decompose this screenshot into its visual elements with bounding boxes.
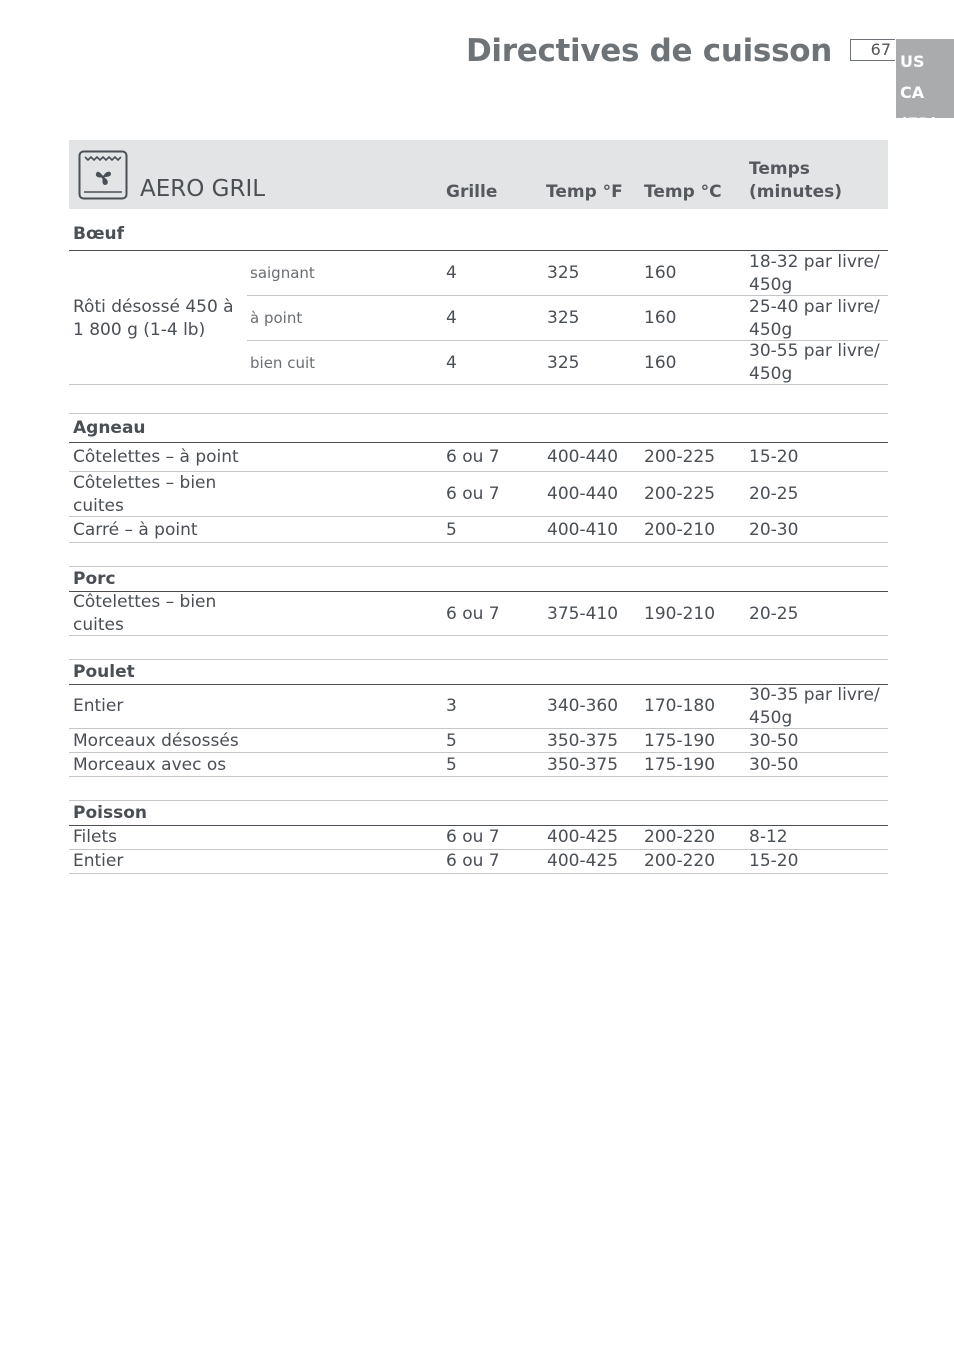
table-header [69, 140, 888, 209]
column-header-temps-line1: Temps [749, 159, 810, 179]
divider [69, 566, 888, 567]
temps-cell: 20-25 [749, 604, 799, 624]
item-cell: Carré – à point [73, 520, 198, 540]
divider [69, 635, 888, 636]
temp-c-cell: 200-220 [644, 827, 716, 847]
temps-cell: 20-30 [749, 520, 799, 540]
section-title-porc: Porc [73, 569, 116, 589]
grille-cell: 6 ou 7 [446, 827, 500, 847]
temps-cell [749, 251, 880, 296]
temp-f-cell: 325 [547, 263, 580, 283]
temps-line1: 18-32 par livre/ [749, 252, 880, 272]
divider [69, 776, 888, 777]
boeuf-item-line1: Rôti désossé 450 à [73, 297, 234, 317]
temps-cell [749, 340, 880, 385]
temps-cell: 15-20 [749, 447, 799, 467]
temp-f-cell: 400-440 [547, 484, 619, 504]
temp-c-cell: 200-210 [644, 520, 716, 540]
temp-c-cell: 160 [644, 263, 677, 283]
grille-cell: 4 [446, 263, 457, 283]
page-title: Directives de cuisson [465, 33, 832, 69]
doneness-cell: saignant [250, 264, 315, 282]
temps-cell: 30-50 [749, 731, 799, 751]
divider [69, 542, 888, 543]
temp-f-cell: 400-425 [547, 851, 619, 871]
region-tab [896, 39, 954, 133]
temps-cell: 8-12 [749, 827, 788, 847]
temp-f-cell: 325 [547, 353, 580, 373]
temp-c-cell: 200-225 [644, 484, 716, 504]
divider [69, 442, 888, 443]
temp-f-cell: 325 [547, 308, 580, 328]
item-cell: Morceaux désossés [73, 731, 239, 751]
language-label: (FR) [900, 114, 938, 133]
temp-c-cell: 175-190 [644, 755, 716, 775]
temps-line2: 450g [749, 319, 793, 340]
temp-c-cell: 200-225 [644, 447, 716, 467]
column-header-temp-c: Temp °C [644, 182, 722, 202]
column-header-temp-f: Temp °F [546, 182, 623, 202]
divider [69, 873, 888, 874]
grille-cell: 3 [446, 696, 457, 716]
grille-cell: 6 ou 7 [446, 604, 500, 624]
grille-cell: 5 [446, 520, 457, 540]
fan-grill-icon [78, 150, 128, 200]
temp-f-cell: 350-375 [547, 755, 619, 775]
temps-cell: 20-25 [749, 484, 799, 504]
page-number: 67 [850, 39, 895, 61]
temp-c-cell: 200-220 [644, 851, 716, 871]
item-line1: Côtelettes – bien [73, 473, 217, 493]
section-title-agneau: Agneau [73, 418, 146, 438]
grille-cell: 4 [446, 353, 457, 373]
grille-cell: 6 ou 7 [446, 447, 500, 467]
temp-c-cell: 190-210 [644, 604, 716, 624]
temp-c-cell: 175-190 [644, 731, 716, 751]
temps-line1: 30-35 par livre/ [749, 685, 880, 705]
section-title-poulet: Poulet [73, 662, 135, 682]
temps-cell: 30-50 [749, 755, 799, 775]
divider [69, 800, 888, 801]
divider [69, 413, 888, 414]
grille-cell: 5 [446, 755, 457, 775]
boeuf-item [73, 296, 234, 341]
temp-f-cell: 375-410 [547, 604, 619, 624]
temp-f-cell: 400-410 [547, 520, 619, 540]
item-line1: Côtelettes – bien [73, 592, 217, 612]
item-cell: Filets [73, 827, 117, 847]
column-header-temps-line2: (minutes) [749, 182, 843, 202]
grille-cell: 6 ou 7 [446, 484, 500, 504]
doneness-cell: bien cuit [250, 354, 315, 372]
temps-line1: 30-55 par livre/ [749, 341, 880, 361]
item-cell: Côtelettes – à point [73, 447, 239, 467]
divider [69, 516, 888, 517]
temps-line2: 450g [749, 274, 793, 295]
item-cell: Morceaux avec os [73, 755, 227, 775]
item-cell: Entier [73, 851, 124, 871]
temps-line2: 450g [749, 363, 793, 384]
divider [69, 659, 888, 660]
item-cell: Entier [73, 696, 124, 716]
section-title-boeuf: Bœuf [73, 224, 125, 244]
mode-name: AERO GRIL [140, 176, 266, 202]
temp-c-cell: 170-180 [644, 696, 716, 716]
item-cell [73, 472, 216, 517]
temp-f-cell: 340-360 [547, 696, 619, 716]
temp-c-cell: 160 [644, 353, 677, 373]
column-header-grille: Grille [446, 182, 498, 202]
column-header-temps [749, 158, 842, 204]
temp-f-cell: 400-425 [547, 827, 619, 847]
temps-cell [749, 684, 880, 729]
item-line2: cuites [73, 614, 124, 635]
doneness-cell: à point [250, 309, 303, 327]
temp-c-cell: 160 [644, 308, 677, 328]
divider [69, 384, 888, 385]
temps-line2: 450g [749, 707, 793, 728]
region-label: US CA [900, 52, 925, 102]
item-line2: cuites [73, 495, 124, 516]
section-title-poisson: Poisson [73, 803, 147, 823]
temps-cell [749, 296, 880, 341]
grille-cell: 4 [446, 308, 457, 328]
temps-line1: 25-40 par livre/ [749, 297, 880, 317]
boeuf-item-line2: 1 800 g (1-4 lb) [73, 319, 206, 340]
divider [69, 752, 888, 753]
grille-cell: 5 [446, 731, 457, 751]
temp-f-cell: 350-375 [547, 731, 619, 751]
grille-cell: 6 ou 7 [446, 851, 500, 871]
temps-cell: 15-20 [749, 851, 799, 871]
temp-f-cell: 400-440 [547, 447, 619, 467]
item-cell [73, 591, 216, 636]
divider [69, 728, 888, 729]
